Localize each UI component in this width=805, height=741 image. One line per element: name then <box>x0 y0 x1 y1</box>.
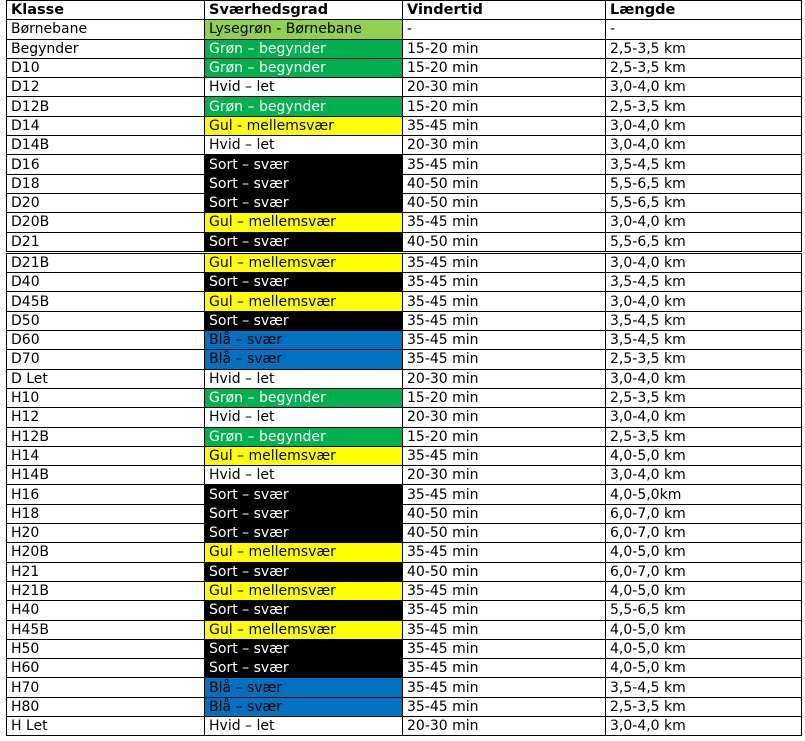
difficulty-cell: Sort – svær <box>205 193 403 212</box>
difficulty-cell: Grøn – begynder <box>205 58 403 77</box>
klasse-cell: H14 <box>7 446 205 465</box>
winner-time-cell: 35-45 min <box>403 697 606 716</box>
length-cell: 3,0-4,0 km <box>606 213 802 232</box>
length-cell: 5,5-6,5 km <box>606 174 802 193</box>
winner-time-cell: 35-45 min <box>403 678 606 697</box>
length-cell: 3,0-4,0 km <box>606 408 802 427</box>
klasse-cell: D21B <box>7 252 205 272</box>
winner-time-cell: 35-45 min <box>403 331 606 350</box>
table-row <box>7 388 802 407</box>
table-row <box>7 39 802 58</box>
length-cell: 4,0-5,0 km <box>606 659 802 678</box>
difficulty-cell: Sort – svær <box>205 155 403 174</box>
header-klasse: Klasse <box>7 1 205 20</box>
klasse-cell: H14B <box>7 466 205 485</box>
winner-time-cell: 35-45 min <box>403 311 606 330</box>
klasse-cell: H12B <box>7 427 205 446</box>
table-row <box>7 273 802 292</box>
winner-time-cell: 35-45 min <box>403 155 606 174</box>
klasse-cell: H Let <box>7 716 205 735</box>
winner-time-cell: 35-45 min <box>403 543 606 562</box>
table-row <box>7 331 802 350</box>
length-cell: 5,5-6,5 km <box>606 193 802 212</box>
klasse-cell: D40 <box>7 273 205 292</box>
klasse-cell: H21B <box>7 581 205 600</box>
winner-time-cell: 35-45 min <box>403 620 606 639</box>
winner-time-cell: 15-20 min <box>403 39 606 58</box>
difficulty-cell: Grøn – begynder <box>205 427 403 446</box>
length-cell: 3,5-4,5 km <box>606 273 802 292</box>
difficulty-cell: Blå – svær <box>205 350 403 369</box>
table-row <box>7 116 802 135</box>
winner-time-cell: 35-45 min <box>403 252 606 272</box>
table-row <box>7 524 802 543</box>
klasse-cell: H12 <box>7 408 205 427</box>
length-cell: 4,0-5,0 km <box>606 543 802 562</box>
difficulty-cell: Sort – svær <box>205 232 403 252</box>
length-cell: 2,5-3,5 km <box>606 427 802 446</box>
difficulty-cell: Sort – svær <box>205 601 403 620</box>
winner-time-cell: 40-50 min <box>403 193 606 212</box>
difficulty-cell: Gul – mellemsvær <box>205 581 403 600</box>
table-row <box>7 193 802 212</box>
length-cell: 4,0-5,0 km <box>606 446 802 465</box>
klasse-cell: D20 <box>7 193 205 212</box>
length-cell: 3,0-4,0 km <box>606 78 802 97</box>
table-row <box>7 581 802 600</box>
winner-time-cell: 15-20 min <box>403 58 606 77</box>
klasse-cell: D60 <box>7 331 205 350</box>
klasse-cell: H20B <box>7 543 205 562</box>
length-cell: 3,0-4,0 km <box>606 716 802 735</box>
difficulty-cell: Gul - mellemsvær <box>205 116 403 135</box>
difficulty-cell: Hvid – let <box>205 716 403 735</box>
header-svaerhedsgrad: Sværhedsgrad <box>205 1 403 20</box>
table-row <box>7 136 802 155</box>
klasse-cell: H18 <box>7 504 205 523</box>
table-row <box>7 659 802 678</box>
winner-time-cell: 40-50 min <box>403 562 606 581</box>
table-row <box>7 697 802 716</box>
table-row <box>7 78 802 97</box>
klasse-cell: H80 <box>7 697 205 716</box>
table-row <box>7 174 802 193</box>
length-cell: 3,5-4,5 km <box>606 331 802 350</box>
table-row <box>7 232 802 252</box>
klasse-cell: H45B <box>7 620 205 639</box>
klasse-cell: D45B <box>7 292 205 311</box>
table-row <box>7 601 802 620</box>
winner-time-cell: 35-45 min <box>403 485 606 504</box>
winner-time-cell: 20-30 min <box>403 408 606 427</box>
winner-time-cell: 40-50 min <box>403 504 606 523</box>
difficulty-cell: Sort – svær <box>205 562 403 581</box>
difficulty-cell: Blå – svær <box>205 697 403 716</box>
klasse-cell: D70 <box>7 350 205 369</box>
winner-time-cell: 15-20 min <box>403 97 606 116</box>
table-row <box>7 716 802 735</box>
table-header-row <box>7 1 802 20</box>
length-cell: - <box>606 20 802 39</box>
klasse-cell: Begynder <box>7 39 205 58</box>
table-row <box>7 543 802 562</box>
table-row <box>7 408 802 427</box>
winner-time-cell: 20-30 min <box>403 78 606 97</box>
winner-time-cell: 35-45 min <box>403 213 606 232</box>
table-row <box>7 252 802 272</box>
winner-time-cell: 35-45 min <box>403 581 606 600</box>
length-cell: 6,0-7,0 km <box>606 504 802 523</box>
difficulty-cell: Blå – svær <box>205 678 403 697</box>
klasse-cell: H50 <box>7 639 205 658</box>
klasse-cell: D18 <box>7 174 205 193</box>
length-cell: 3,0-4,0 km <box>606 136 802 155</box>
length-cell: 3,0-4,0 km <box>606 252 802 272</box>
difficulty-cell: Sort – svær <box>205 174 403 193</box>
length-cell: 4,0-5,0 km <box>606 620 802 639</box>
length-cell: 3,0-4,0 km <box>606 466 802 485</box>
winner-time-cell: 20-30 min <box>403 136 606 155</box>
difficulty-cell: Gul – mellemsvær <box>205 292 403 311</box>
winner-time-cell: 20-30 min <box>403 466 606 485</box>
table-row <box>7 350 802 369</box>
length-cell: 5,5-6,5 km <box>606 232 802 252</box>
difficulty-cell: Sort – svær <box>205 524 403 543</box>
klasse-cell: H60 <box>7 659 205 678</box>
klasse-cell: H16 <box>7 485 205 504</box>
difficulty-cell: Gul – mellemsvær <box>205 543 403 562</box>
difficulty-cell: Grøn – begynder <box>205 388 403 407</box>
length-cell: 3,5-4,5 km <box>606 678 802 697</box>
length-cell: 6,0-7,0 km <box>606 524 802 543</box>
length-cell: 4,0-5,0 km <box>606 639 802 658</box>
klasse-cell: H21 <box>7 562 205 581</box>
table-row <box>7 292 802 311</box>
length-cell: 4,0-5,0 km <box>606 581 802 600</box>
klasse-cell: D14B <box>7 136 205 155</box>
length-cell: 2,5-3,5 km <box>606 97 802 116</box>
table-row <box>7 504 802 523</box>
difficulty-cell: Sort – svær <box>205 659 403 678</box>
klasse-cell: D14 <box>7 116 205 135</box>
length-cell: 3,0-4,0 km <box>606 369 802 388</box>
klasse-cell: H10 <box>7 388 205 407</box>
header-laengde: Længde <box>606 1 802 20</box>
table-row <box>7 311 802 330</box>
difficulty-cell: Gul – mellemsvær <box>205 446 403 465</box>
difficulty-cell: Hvid – let <box>205 466 403 485</box>
table-row <box>7 213 802 232</box>
klasse-cell: D16 <box>7 155 205 174</box>
winner-time-cell: 20-30 min <box>403 369 606 388</box>
length-cell: 3,5-4,5 km <box>606 155 802 174</box>
table-body <box>7 20 802 736</box>
winner-time-cell: 20-30 min <box>403 716 606 735</box>
klasse-cell: H20 <box>7 524 205 543</box>
difficulty-cell: Sort – svær <box>205 504 403 523</box>
winner-time-cell: 35-45 min <box>403 116 606 135</box>
difficulty-cell: Gul – mellemsvær <box>205 620 403 639</box>
winner-time-cell: 35-45 min <box>403 292 606 311</box>
winner-time-cell: 35-45 min <box>403 639 606 658</box>
table-row <box>7 620 802 639</box>
difficulty-cell: Gul – mellemsvær <box>205 252 403 272</box>
winner-time-cell: 35-45 min <box>403 273 606 292</box>
header-vindertid: Vindertid <box>403 1 606 20</box>
klasse-cell: D50 <box>7 311 205 330</box>
difficulty-cell: Hvid – let <box>205 78 403 97</box>
difficulty-cell: Sort – svær <box>205 311 403 330</box>
difficulty-cell: Hvid – let <box>205 369 403 388</box>
klasse-cell: H40 <box>7 601 205 620</box>
table-row <box>7 155 802 174</box>
winner-time-cell: 35-45 min <box>403 601 606 620</box>
length-cell: 2,5-3,5 km <box>606 58 802 77</box>
difficulty-cell: Sort – svær <box>205 639 403 658</box>
length-cell: 2,5-3,5 km <box>606 39 802 58</box>
klasse-cell: D12B <box>7 97 205 116</box>
winner-time-cell: 15-20 min <box>403 388 606 407</box>
table-row <box>7 58 802 77</box>
course-table <box>6 0 802 736</box>
length-cell: 2,5-3,5 km <box>606 697 802 716</box>
course-table-container <box>6 0 801 736</box>
length-cell: 6,0-7,0 km <box>606 562 802 581</box>
table-row <box>7 20 802 39</box>
winner-time-cell: 40-50 min <box>403 174 606 193</box>
table-row <box>7 639 802 658</box>
difficulty-cell: Hvid – let <box>205 136 403 155</box>
length-cell: 3,5-4,5 km <box>606 311 802 330</box>
difficulty-cell: Sort – svær <box>205 273 403 292</box>
length-cell: 2,5-3,5 km <box>606 388 802 407</box>
table-row <box>7 485 802 504</box>
klasse-cell: H70 <box>7 678 205 697</box>
klasse-cell: D20B <box>7 213 205 232</box>
length-cell: 5,5-6,5 km <box>606 601 802 620</box>
winner-time-cell: 15-20 min <box>403 427 606 446</box>
winner-time-cell: 35-45 min <box>403 446 606 465</box>
difficulty-cell: Gul – mellemsvær <box>205 213 403 232</box>
winner-time-cell: 35-45 min <box>403 659 606 678</box>
winner-time-cell: 40-50 min <box>403 524 606 543</box>
difficulty-cell: Hvid – let <box>205 408 403 427</box>
winner-time-cell: 35-45 min <box>403 350 606 369</box>
length-cell: 3,0-4,0 km <box>606 292 802 311</box>
difficulty-cell: Sort – svær <box>205 485 403 504</box>
length-cell: 4,0-5,0km <box>606 485 802 504</box>
length-cell: 3,0-4,0 km <box>606 116 802 135</box>
table-row <box>7 562 802 581</box>
difficulty-cell: Blå – svær <box>205 331 403 350</box>
klasse-cell: D21 <box>7 232 205 252</box>
difficulty-cell: Lysegrøn - Børnebane <box>205 20 403 39</box>
winner-time-cell: - <box>403 20 606 39</box>
table-row <box>7 466 802 485</box>
length-cell: 2,5-3,5 km <box>606 350 802 369</box>
table-row <box>7 678 802 697</box>
klasse-cell: D Let <box>7 369 205 388</box>
klasse-cell: D10 <box>7 58 205 77</box>
table-row <box>7 97 802 116</box>
table-row <box>7 446 802 465</box>
table-row <box>7 369 802 388</box>
klasse-cell: Børnebane <box>7 20 205 39</box>
difficulty-cell: Grøn – begynder <box>205 97 403 116</box>
table-row <box>7 427 802 446</box>
difficulty-cell: Grøn – begynder <box>205 39 403 58</box>
klasse-cell: D12 <box>7 78 205 97</box>
winner-time-cell: 40-50 min <box>403 232 606 252</box>
